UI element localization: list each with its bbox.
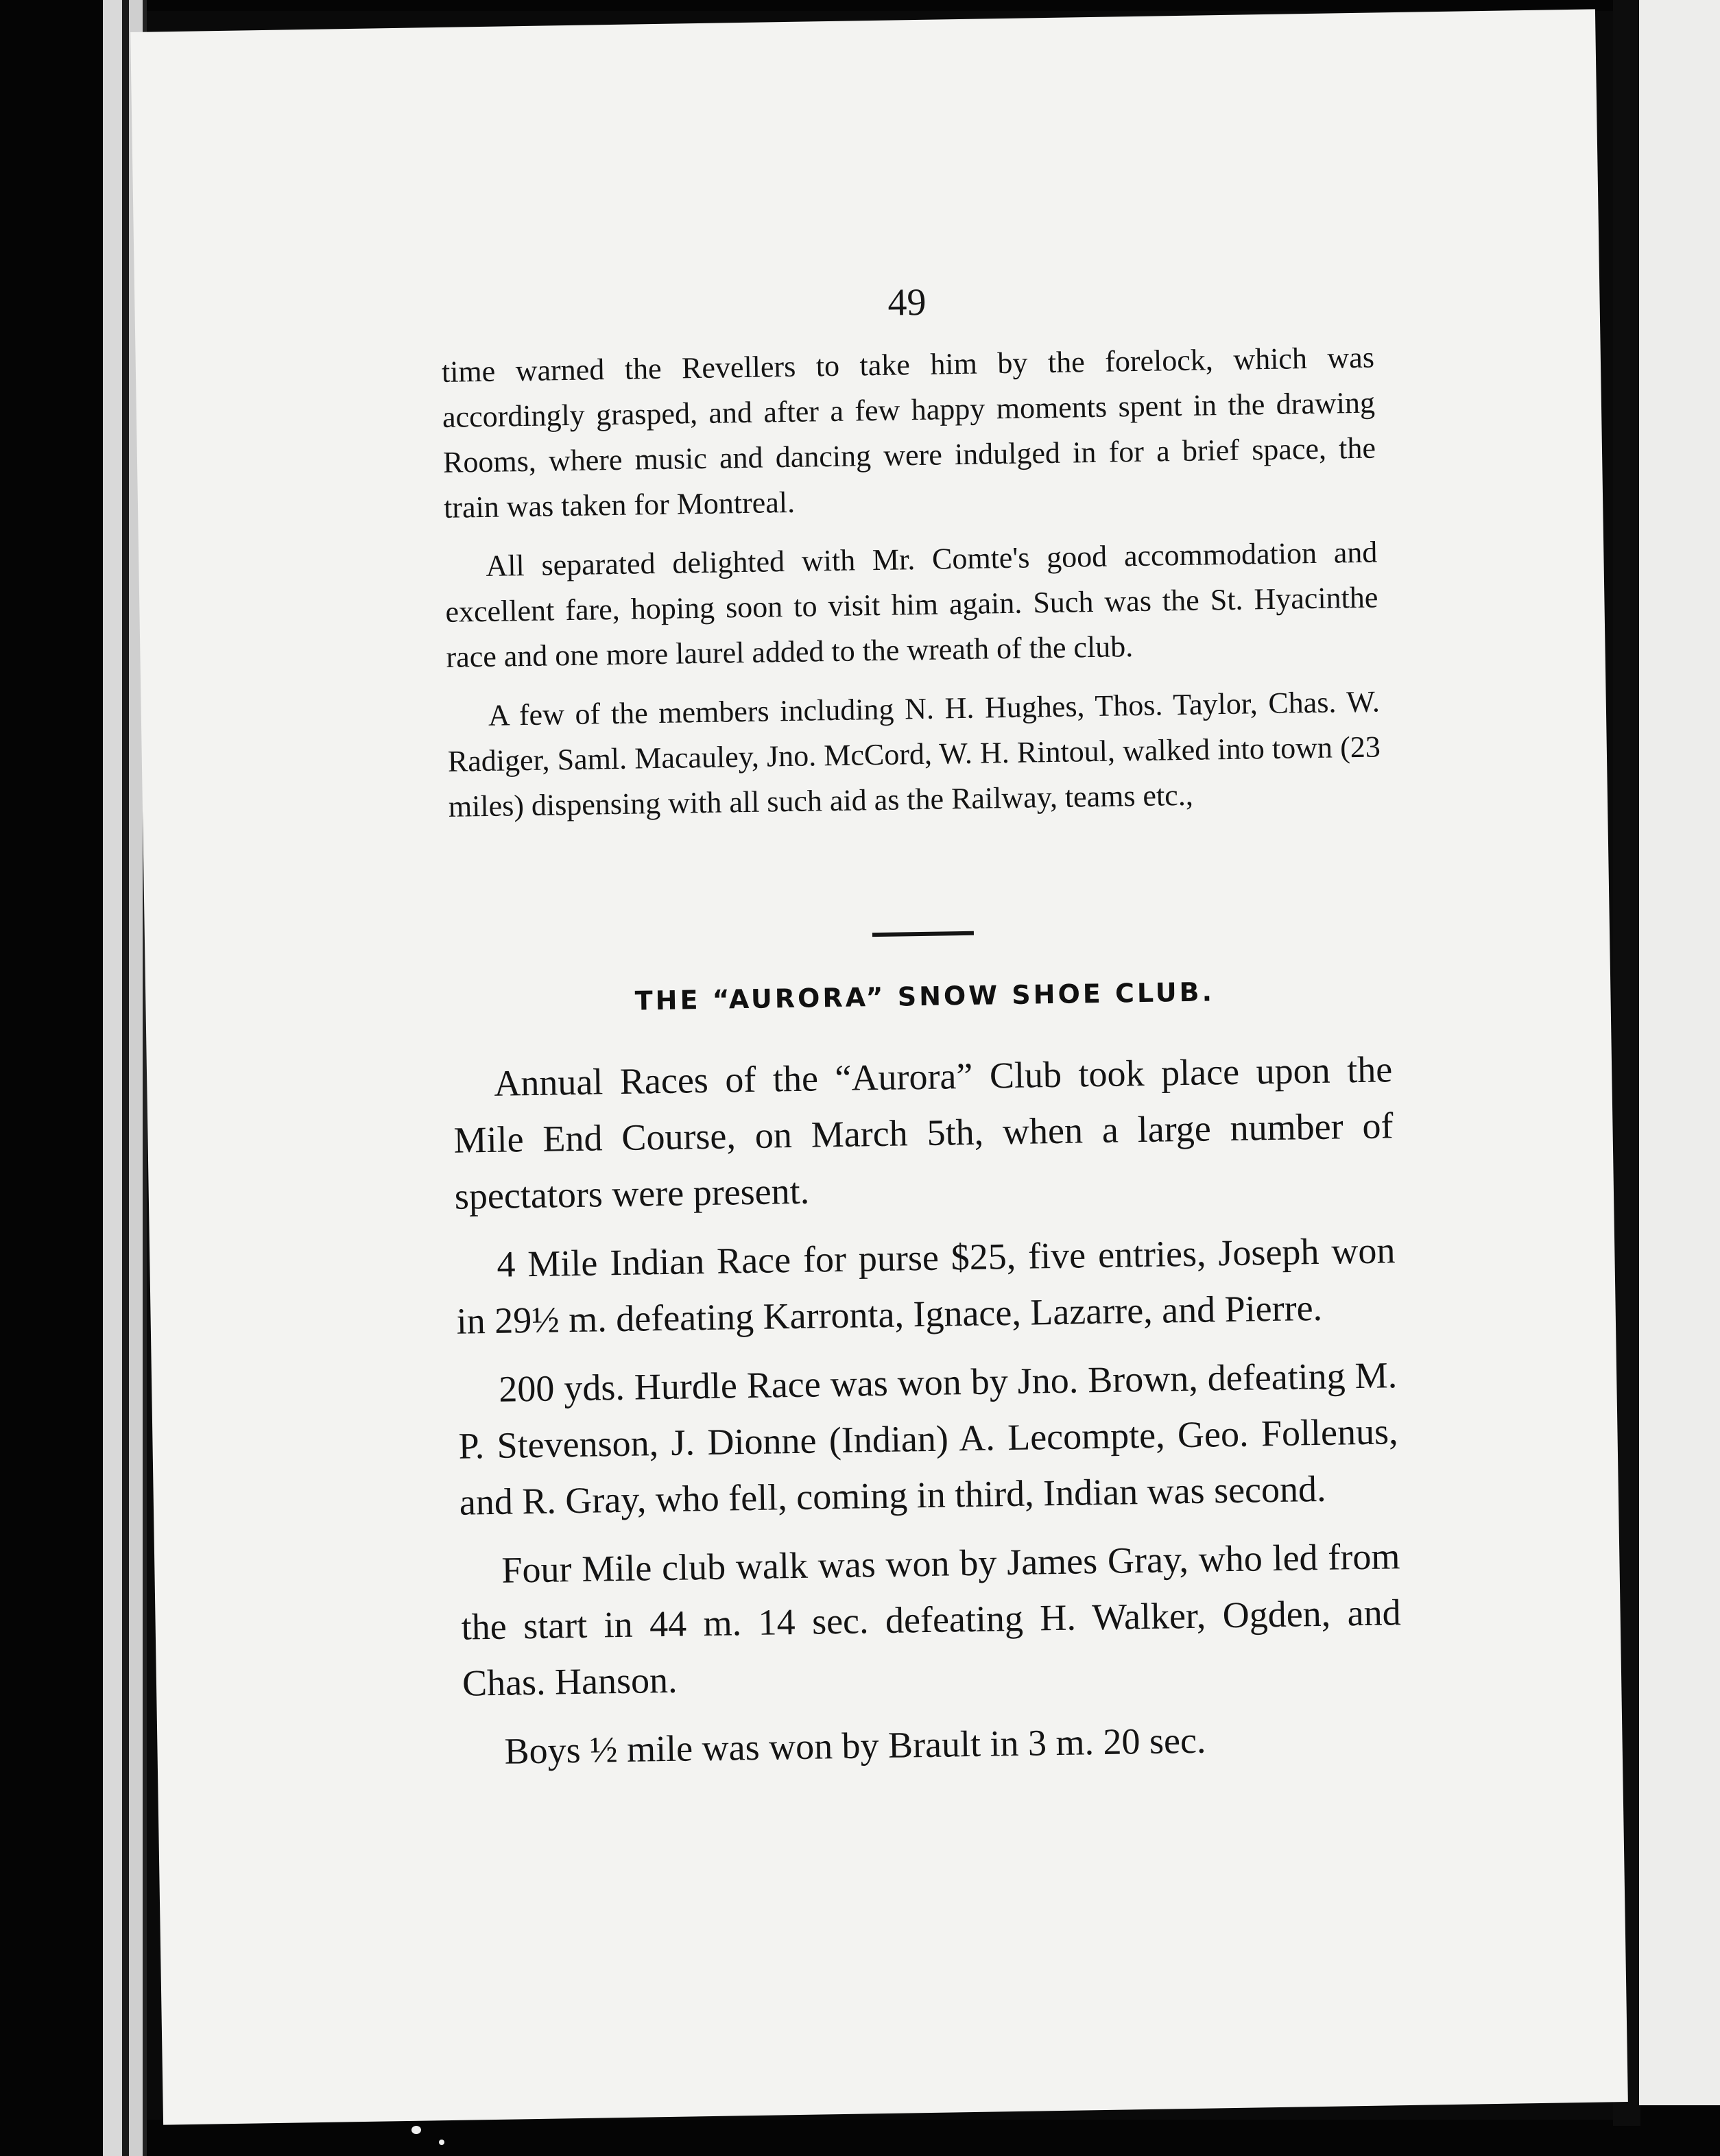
dust-speck <box>411 2126 421 2134</box>
section-text <box>453 1041 1403 1780</box>
paragraph: time warned the Revellers to take him by the forelock, which was accordingly grasped, and after a few happy moments spent in the drawing Rooms, where music and dancing were indulged in for a brief space, the train was taken for Montreal. <box>441 340 1376 525</box>
page-number: 49 <box>887 280 927 324</box>
paragraph: Annual Races of the “Aurora” Club took place upon the Mile End Course, on March 5th, when a large number of spectators were present. <box>453 1049 1394 1217</box>
paragraph: Four Mile club walk was won by James Gray, who led from the start in 44 m. 14 sec. defeating H. Walker, Ogden, and Chas. Hanson. <box>461 1535 1402 1704</box>
page-edge-shadow <box>122 0 129 2156</box>
dust-speck <box>439 2140 444 2145</box>
paragraph: 200 yds. Hurdle Race was won by Jno. Brown, defeating M. P. Stevenson, J. Dionne (Indian) A. Lecompte, Geo. Follenus, and R. Gray, who fell, coming in third, Indian was second. <box>458 1354 1398 1523</box>
paragraph: 4 Mile Indian Race for purse $25, five entries, Joseph won in 29½ m. defeating Karronta, Ignace, Lazarre, and Pierre. <box>456 1230 1396 1342</box>
facing-page-edge <box>1639 0 1720 2105</box>
paragraph: Boys ½ mile was won by Brault in 3 m. 20 sec. <box>504 1719 1206 1772</box>
section-divider <box>872 931 974 937</box>
intro-text <box>441 335 1381 830</box>
paragraph: All separated delighted with Mr. Comte's good accommodation and excellent fare, hoping soon to visit him again. Such was the St. Hyacinthe race and one more laurel added to the wreath of the club. <box>445 535 1378 674</box>
section-heading: THE “AURORA” SNOW SHOE CLUB. <box>634 977 1215 1016</box>
book-page <box>130 9 1628 2124</box>
paragraph: A few of the members including N. H. Hughes, Thos. Taylor, Chas. W. Radiger, Saml. Macauley, Jno. McCord, W. H. Rintoul, walked into town (23 miles) dispensing with all such aid as the Railway, teams etc., <box>447 684 1381 824</box>
page-edge <box>103 0 122 2156</box>
